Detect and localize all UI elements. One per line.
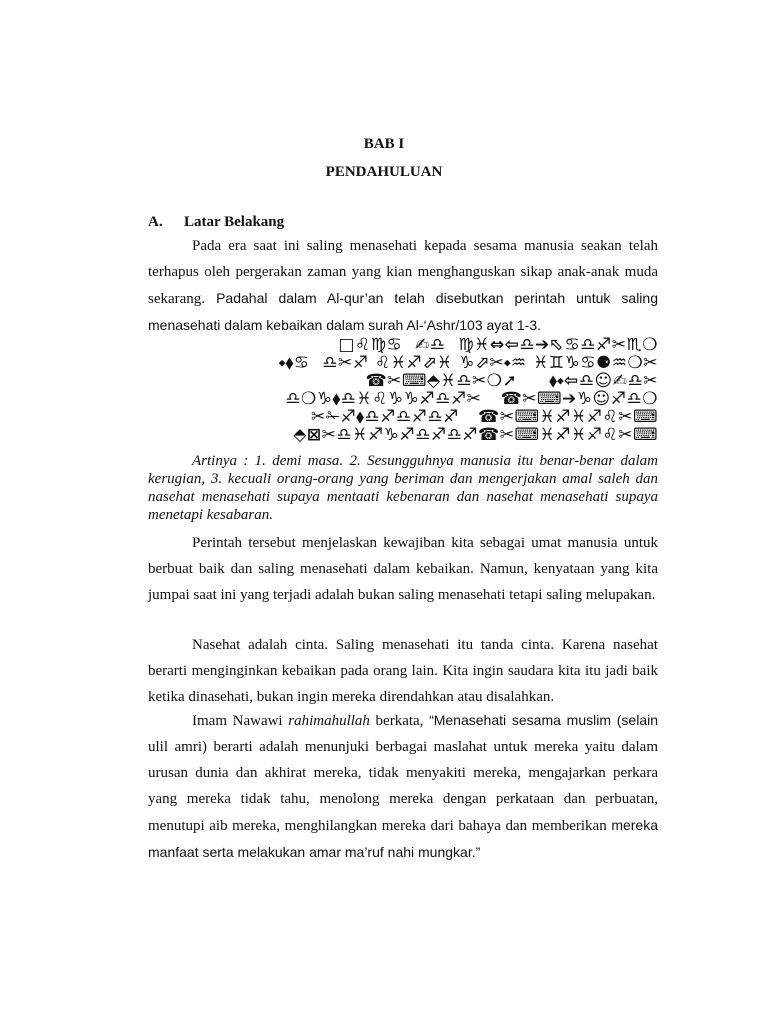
glyph-line: ♎❍♑⬧♎♓♌♑♑♐♎♐✂ ☎✂⌨➔♑☺♐♎❍ <box>285 389 658 409</box>
imam-honorific: rahimahullah <box>288 713 370 729</box>
paragraph-imam-nawawi <box>148 707 658 866</box>
chapter-number: BAB I <box>363 136 405 152</box>
paragraph-intro-part1: Pada era saat ini saling menasehati kepada sesama manusia seakan telah terhapus oleh pergerakan zaman yang kian menghanguskan sikap anak-anak muda sekarang. <box>148 238 658 307</box>
imam-quote-end: mereka manfaat serta melakukan amar ma’ruf nahi mungkar.” <box>148 817 658 860</box>
glyph-line: ✂✁♐⬧♎♐♎♐♎♐ ☎✂⌨♓♐♓♐♌✂⌨ <box>310 407 658 427</box>
glyph-line: ⬘⊠✂♎♓♐♑♐♎♐♎♐☎✂⌨♓♐♓♐♌✂⌨ <box>293 425 658 445</box>
translation-text: Artinya : 1. demi masa. 2. Sesungguhnya manusia itu benar-benar dalam kerugian, 3. kecuali orang-orang yang beriman dan mengerjakan amal saleh dan nasehat menasehati supaya mentaati kebenaran dan nasehat menasehati supaya menetapi kesabaran. <box>148 453 658 523</box>
paragraph-nasehat: Nasehat adalah cinta. Saling menasehati itu tanda cinta. Karena nasehat berarti menginginkan kebaikan pada orang lain. Kita ingin saudara kita itu jadi baik ketika dinasehati, bukan ingin mereka direndahkan atau disalahkan. <box>148 637 658 705</box>
imam-quote-start: “Menasehati sesama muslim (selain <box>429 712 658 728</box>
imam-quote-body: ulil amri) berarti adalah menunjuki berbagai maslahat untuk mereka yaitu dalam urusan dunia dan akhirat mereka, tidak menyakiti mereka, mengajarkan perkara yang mereka tidak tahu, menolong mereka dengan perkataan dan perbuatan, menutupi aib mereka, menghilangkan mereka dari bahaya dan memberikan <box>148 739 658 834</box>
section-number: A. <box>148 214 163 230</box>
section-heading <box>148 214 284 231</box>
chapter-title: PENDAHULUAN <box>325 164 443 180</box>
paragraph-intro <box>148 233 658 339</box>
glyph-line: □♌♍♋ ✍♎ ♍♓⇔⇦♎➔⬁♋♎♐✂♏❍ <box>338 335 658 355</box>
glyph-line: ☎✂⌨⬘♓♎✂❍➚ ⬧⬩⇦♎☺✍♎✂ <box>365 371 658 391</box>
imam-mid: berkata, <box>369 713 430 729</box>
paragraph-intro-part2: Padahal dalam Al-qur’an telah disebutkan perintah untuk saling menasehati dalam kebaikan dalam surah Al-‘Ashr/103 ayat 1-3. <box>148 290 658 333</box>
paragraph-obligation: Perintah tersebut menjelaskan kewajiban kita sebagai umat manusia untuk berbuat baik dan saling menasehati dalam kebaikan. Namun, kenyataan yang kita jumpai saat ini yang terjadi adalah bukan saling menasehati tetapi saling melupakan. <box>148 535 658 603</box>
verse-translation <box>148 452 658 524</box>
glyph-line: ⬩⬧♋ ♎✂♐ ♌♓♐⬀♓ ♑⬀✂⬩♒ ♓♊♑♋⚈♒❍✂ <box>278 353 658 373</box>
arabic-verse-glyphs <box>148 336 658 444</box>
imam-lead: Imam Nawawi <box>192 713 289 729</box>
section-title: Latar Belakang <box>184 214 285 230</box>
